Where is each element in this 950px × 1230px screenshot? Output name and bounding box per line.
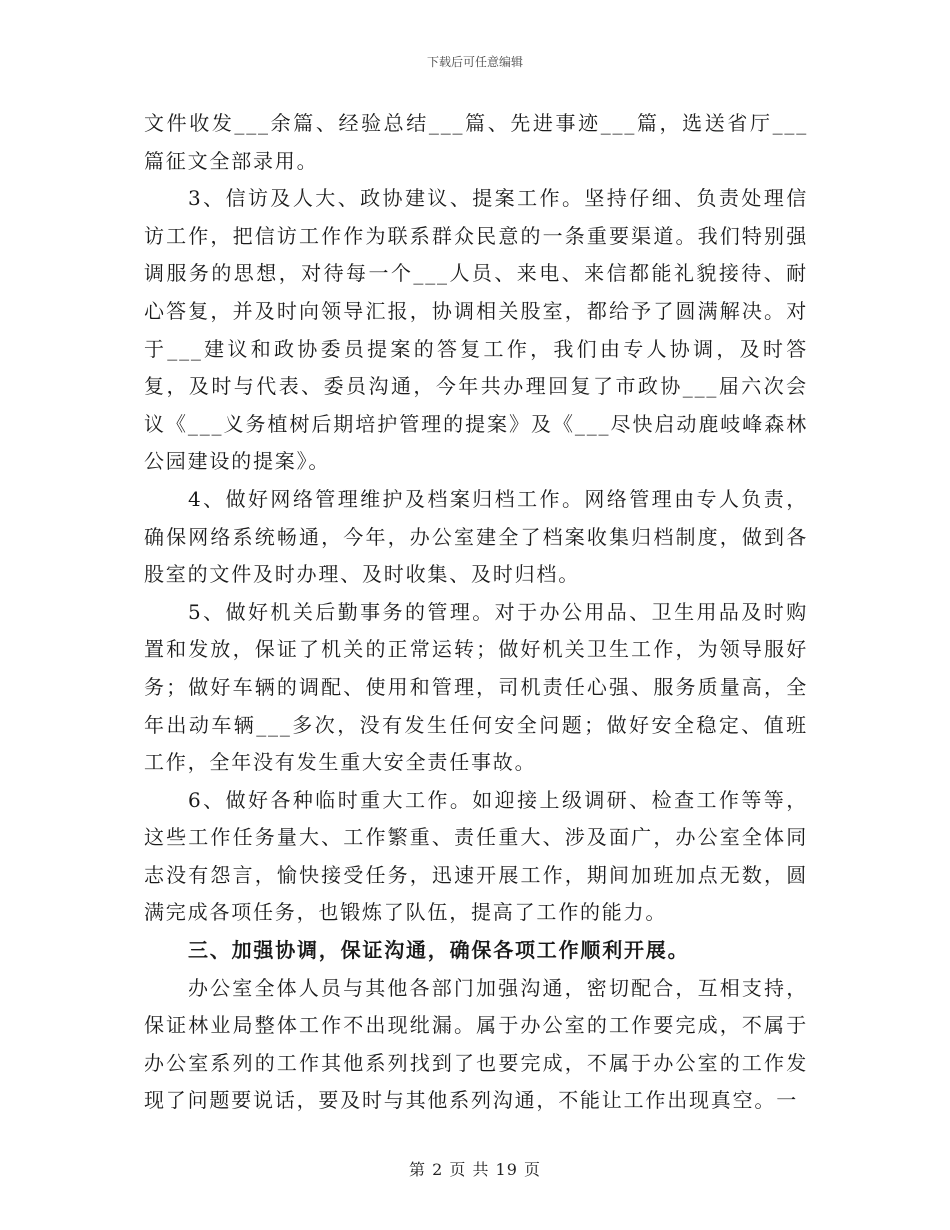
paragraph-petition-work: 3、信访及人大、政协建议、提案工作。坚持仔细、负责处理信访工作，把信访工作作为联系群众民意的一条重要渠道。我们特别强调服务的思想，对待每一个___人员、来电、来信都能礼貌接待、耐心答复，并及时向领导汇报，协调相关股室，都给予了圆满解决。对于___建议和政协委员提案的答复工作，我们由专人协调，及时答复，及时与代表、委员沟通，今年共办理回复了市政协___届六次会议《___义务植树后期培护管理的提案》及《___尽快启动鹿岐峰森林公园建设的提案》。	[144, 186, 808, 474]
paragraph-temporary-tasks: 6、做好各种临时重大工作。如迎接上级调研、检查工作等等，这些工作任务量大、工作繁重、责任重大、涉及面广，办公室全体同志没有怨言，愉快接受任务，迅速开展工作，期间加班加点无数，圆满完成各项任务，也锻炼了队伍，提高了工作的能力。	[144, 787, 808, 925]
document-body	[144, 105, 808, 1120]
paragraph-network-archive: 4、做好网络管理维护及档案归档工作。网络管理由专人负责，确保网络系统畅通，今年，办公室建全了档案收集归档制度，做到各股室的文件及时办理、及时收集、及时归档。	[144, 486, 808, 587]
paragraph-coordination: 办公室全体人员与其他各部门加强沟通，密切配合，互相支持，保证林业局整体工作不出现纰漏。属于办公室的工作要完成，不属于办公室系列的工作其他系列找到了也要完成，不属于办公室的工作发现了问题要说话，要及时与其他系列沟通，不能让工作出现真空。一	[144, 975, 808, 1113]
section-heading: 三、加强协调，保证沟通，确保各项工作顺利开展。	[188, 938, 690, 963]
page-header: 下载后可任意编辑	[426, 55, 523, 69]
paragraph-continuation: 文件收发___余篇、经验总结___篇、先进事迹___篇，选送省厅___篇征文全部录用。	[144, 111, 808, 173]
paragraph-logistics: 5、做好机关后勤事务的管理。对于办公用品、卫生用品及时购置和发放，保证了机关的正常运转；做好机关卫生工作，为领导服好务；做好车辆的调配、使用和管理，司机责任心强、服务质量高，全年出动车辆___多次，没有发生任何安全问题；做好安全稳定、值班工作，全年没有发生重大安全责任事故。	[144, 599, 808, 775]
page-number: 第 2 页 共 19 页	[409, 1160, 541, 1179]
